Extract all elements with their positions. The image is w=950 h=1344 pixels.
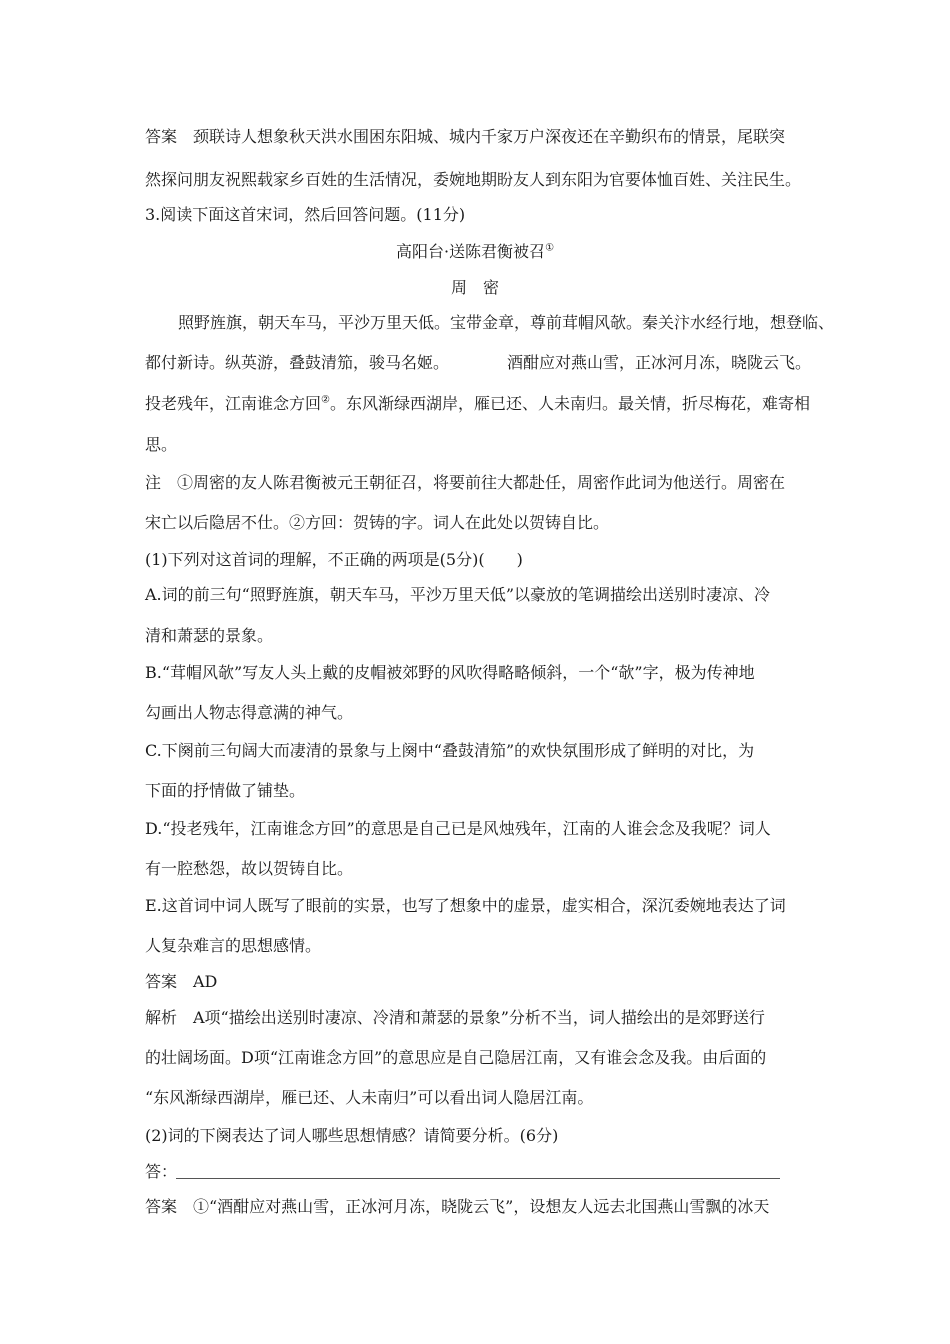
option-e-line-2: 人复杂难言的思想感情。	[145, 936, 322, 955]
poem-line-1: 照野旌旗，朝天车马，平沙万里天低。宝带金章，尊前茸帽风欹。秦关汴水经行地，想登临、	[178, 313, 835, 332]
subquestion-2: (2)词的下阕表达了词人哪些思想情感？请简要分析。(6分)	[145, 1126, 559, 1145]
option-c-line-2: 下面的抒情做了铺垫。	[145, 781, 306, 800]
poem-line-3	[145, 394, 810, 414]
answer-blank-line[interactable]	[176, 1178, 780, 1179]
explanation-line-3: “东风渐绿西湖岸，雁已还、人未南归”可以看出词人隐居江南。	[145, 1088, 594, 1107]
option-a-line-1: A.词的前三句“照野旌旗，朝天车马，平沙万里天低”以豪放的笔调描绘出送别时凄凉、冷	[145, 585, 771, 604]
answer-line-1: 答案 颈联诗人想象秋天洪水围困东阳城、城内千家万户深夜还在辛勤织布的情景，尾联突	[145, 127, 786, 146]
poem-line-3-part-b: 。东风渐绿西湖岸，雁已还、人未南归。最关情，折尽梅花，难寄相	[329, 394, 810, 413]
answer-2-line-1: 答案 ①“酒酣应对燕山雪，正冰河月冻，晓陇云飞”，设想友人远去北国燕山雪飘的冰天	[145, 1197, 770, 1216]
poem-title-text: 高阳台·送陈君衡被召	[395, 242, 546, 261]
explanation-line-2: 的壮阔场面。D项“江南谁念方回”的意思应是自己隐居江南，又有谁会念及我。由后面的	[145, 1048, 767, 1067]
option-c-line-1: C.下阕前三句阔大而凄清的景象与上阕中“叠鼓清笳”的欢快氛围形成了鲜明的对比，为	[145, 741, 755, 760]
poem-footnote-mark-2: ②	[321, 394, 330, 406]
explanation-line-1: 解析 A项“描绘出送别时凄凉、冷清和萧瑟的景象”分析不当，词人描绘出的是郊野送行	[145, 1008, 765, 1027]
note-line-1: 注 ①周密的友人陈君衡被元王朝征召，将要前往大都赴任，周密作此词为他送行。周密在	[145, 473, 786, 492]
poem-line-2-part-a: 都付新诗。纵英游，叠鼓清笳，骏马名姬。	[145, 353, 450, 372]
note-line-2: 宋亡以后隐居不仕。②方回：贺铸的字。词人在此处以贺铸自比。	[145, 513, 610, 532]
option-b-line-1: B.“茸帽风欹”写友人头上戴的皮帽被郊野的风吹得略略倾斜，一个“欹”字，极为传神地	[145, 663, 755, 682]
option-e-line-1: E.这首词中词人既写了眼前的实景，也写了想象中的虚景，虚实相合，深沉委婉地表达了词	[145, 896, 786, 915]
poem-title	[0, 242, 950, 262]
answer-field-label: 答：	[145, 1162, 178, 1181]
option-b-line-2: 勾画出人物志得意满的神气。	[145, 703, 354, 722]
poem-author: 周 密	[450, 278, 499, 297]
question-3-heading: 3.阅读下面这首宋词，然后回答问题。(11分)	[145, 205, 466, 224]
option-d-line-1: D.“投老残年，江南谁念方回”的意思是自己已是风烛残年，江南的人谁会念及我呢？词人	[145, 819, 771, 838]
poem-line-4: 思。	[145, 435, 178, 454]
poem-line-2	[145, 353, 811, 373]
poem-line-2-part-b: 酒酣应对燕山雪，正冰河月冻，晓陇云飞。	[507, 353, 812, 372]
poem-line-3-part-a: 投老残年，江南谁念方回	[145, 394, 322, 413]
subquestion-1: (1)下列对这首词的理解，不正确的两项是(5分)( )	[145, 550, 523, 569]
answer-line-2: 然探问朋友祝熙载家乡百姓的生活情况，委婉地期盼友人到东阳为官要体恤百姓、关注民生。	[145, 170, 802, 189]
option-d-line-2: 有一腔愁怨，故以贺铸自比。	[145, 859, 354, 878]
poem-title-footnote-mark: ①	[545, 242, 555, 254]
answer-1: 答案 AD	[145, 972, 218, 991]
option-a-line-2: 清和萧瑟的景象。	[145, 626, 274, 645]
